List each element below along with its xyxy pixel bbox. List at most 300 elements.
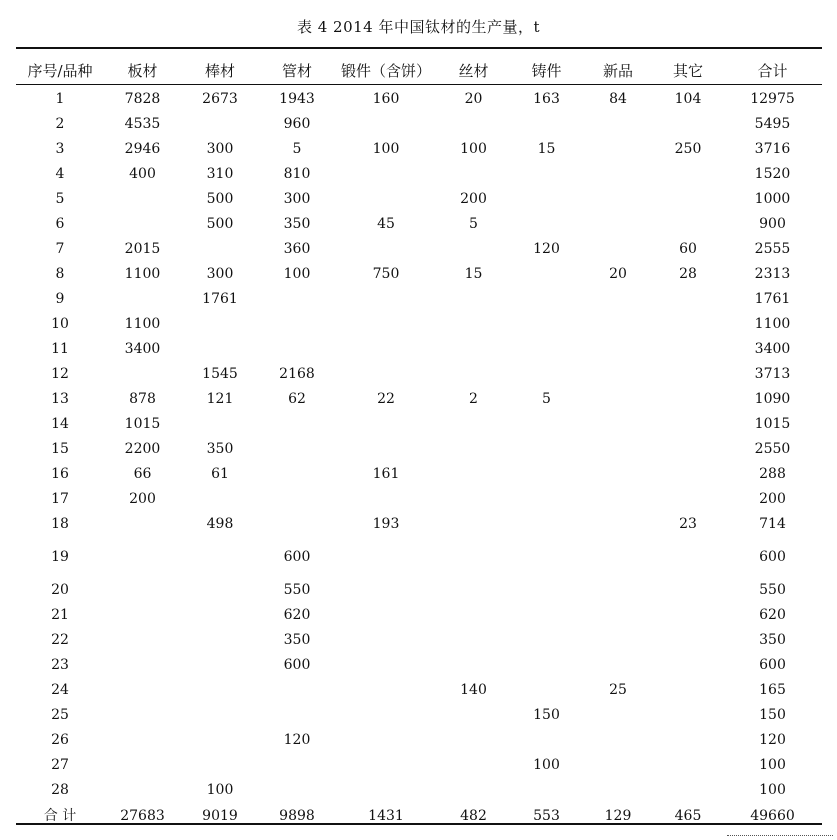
table-cell xyxy=(510,362,583,387)
column-header: 其它 xyxy=(672,62,703,80)
table-cell xyxy=(335,487,437,512)
table-cell xyxy=(653,412,723,437)
table-cell: 28 xyxy=(679,266,697,282)
table-cell xyxy=(437,287,510,312)
table-cell: 1520 xyxy=(754,166,791,182)
table-cell xyxy=(335,112,437,137)
table-cell xyxy=(181,703,259,728)
table-cell xyxy=(335,603,437,628)
row-label-cell: 23 xyxy=(51,657,69,673)
table-cell xyxy=(437,312,510,337)
table-cell xyxy=(583,603,653,628)
table-cell: 100 xyxy=(759,757,786,773)
table-cell xyxy=(437,237,510,262)
table-cell xyxy=(510,112,583,137)
table-cell: 1943 xyxy=(279,91,315,107)
table-caption: 表 4 2014 年中国钛材的生产量，t xyxy=(296,18,541,36)
table-cell: 12975 xyxy=(750,91,795,107)
table-cell xyxy=(259,778,335,803)
table-cell: 100 xyxy=(759,782,786,798)
table-cell xyxy=(437,412,510,437)
table-cell xyxy=(653,487,723,512)
table-cell xyxy=(583,112,653,137)
table-cell xyxy=(335,778,437,803)
table-cell: 2015 xyxy=(124,241,161,257)
table-cell: 100 xyxy=(283,266,311,282)
table-cell xyxy=(653,112,723,137)
column-header: 板材 xyxy=(127,62,158,80)
table-cell xyxy=(181,237,259,262)
table-cell: 2555 xyxy=(754,241,791,257)
table-cell xyxy=(583,537,653,578)
table-cell xyxy=(104,362,181,387)
table-cell xyxy=(104,753,181,778)
table-cell xyxy=(653,362,723,387)
table-cell xyxy=(437,703,510,728)
table-row xyxy=(16,728,822,753)
row-label-cell: 8 xyxy=(55,266,65,282)
table-cell xyxy=(653,603,723,628)
table-cell xyxy=(259,678,335,703)
table-cell: 5 xyxy=(292,141,302,157)
table-row xyxy=(16,287,822,312)
table-row xyxy=(16,703,822,728)
table-cell xyxy=(437,437,510,462)
row-label-cell: 25 xyxy=(51,707,69,723)
table-cell: 160 xyxy=(372,91,400,107)
table-cell: 1015 xyxy=(124,416,161,432)
table-cell xyxy=(510,287,583,312)
table-cell xyxy=(104,187,181,212)
row-label-cell: 27 xyxy=(51,757,69,773)
table-cell xyxy=(437,487,510,512)
table-cell xyxy=(181,537,259,578)
table-cell: 465 xyxy=(674,808,702,824)
table-row xyxy=(16,628,822,653)
row-label-cell: 24 xyxy=(51,682,69,698)
table-cell: 2200 xyxy=(124,441,161,457)
table-row xyxy=(16,537,822,578)
table-row xyxy=(16,487,822,512)
table-cell xyxy=(653,678,723,703)
table-cell xyxy=(510,212,583,237)
table-cell xyxy=(583,512,653,537)
table-row xyxy=(16,578,822,603)
table-cell: 400 xyxy=(129,166,156,182)
table-cell: 66 xyxy=(133,466,152,482)
table-cell xyxy=(104,703,181,728)
table-cell: 23 xyxy=(679,516,697,532)
row-label-cell: 10 xyxy=(51,316,69,332)
table-cell xyxy=(335,728,437,753)
row-label-cell: 19 xyxy=(51,549,69,565)
table-cell xyxy=(259,487,335,512)
table-cell: 84 xyxy=(609,91,627,107)
table-cell xyxy=(510,412,583,437)
table-cell xyxy=(583,462,653,487)
titanium-production-table xyxy=(16,0,822,829)
table-cell: 200 xyxy=(759,491,786,507)
table-cell: 1100 xyxy=(124,266,161,282)
table-cell: 960 xyxy=(283,116,311,132)
table-cell xyxy=(583,362,653,387)
table-cell: 5 xyxy=(469,216,478,232)
table-cell xyxy=(104,728,181,753)
table-cell xyxy=(583,137,653,162)
table-cell xyxy=(259,312,335,337)
table-cell xyxy=(583,237,653,262)
table-cell xyxy=(104,212,181,237)
table-cell: 165 xyxy=(759,682,786,698)
table-cell xyxy=(510,653,583,678)
table-cell: 350 xyxy=(283,632,311,648)
table-cell: 60 xyxy=(679,241,697,257)
row-label-cell: 18 xyxy=(51,516,69,532)
table-cell xyxy=(510,337,583,362)
table-cell xyxy=(653,287,723,312)
column-header: 序号/品种 xyxy=(27,62,93,80)
table-cell xyxy=(259,437,335,462)
table-row xyxy=(16,162,822,187)
table-cell xyxy=(653,578,723,603)
table-cell xyxy=(653,337,723,362)
table-cell xyxy=(437,603,510,628)
table-cell xyxy=(510,678,583,703)
table-cell: 200 xyxy=(129,491,156,507)
caption-spacer xyxy=(16,0,822,55)
table-cell xyxy=(653,312,723,337)
table-body xyxy=(16,87,822,829)
table-cell xyxy=(583,578,653,603)
row-label-cell: 5 xyxy=(55,191,65,207)
table-row xyxy=(16,337,822,362)
table-cell xyxy=(335,412,437,437)
table-cell xyxy=(335,337,437,362)
table-cell: 104 xyxy=(674,91,702,107)
table-cell: 4535 xyxy=(124,116,161,132)
table-cell xyxy=(583,212,653,237)
table-cell: 20 xyxy=(609,266,627,282)
row-label-cell: 6 xyxy=(55,216,65,232)
table-cell: 1761 xyxy=(754,291,791,307)
row-label-cell: 2 xyxy=(55,116,65,132)
table-cell xyxy=(181,412,259,437)
table-cell xyxy=(653,462,723,487)
table-cell: 150 xyxy=(759,707,786,723)
table-cell xyxy=(583,778,653,803)
table-row xyxy=(16,112,822,137)
table-cell: 600 xyxy=(759,549,786,565)
table-cell: 27683 xyxy=(120,808,165,824)
table-cell: 550 xyxy=(283,582,311,598)
table-cell: 45 xyxy=(377,216,395,232)
table-cell: 553 xyxy=(533,808,560,824)
table-cell: 22 xyxy=(377,391,395,407)
table-row xyxy=(16,312,822,337)
row-label-cell: 12 xyxy=(51,366,69,382)
table-cell: 61 xyxy=(211,466,229,482)
table-cell: 600 xyxy=(283,657,311,673)
table-cell xyxy=(583,287,653,312)
table-cell xyxy=(181,487,259,512)
table-cell: 350 xyxy=(206,441,234,457)
table-cell xyxy=(583,312,653,337)
table-cell xyxy=(510,728,583,753)
table-cell: 49660 xyxy=(750,808,795,824)
table-cell xyxy=(437,337,510,362)
row-label-cell: 13 xyxy=(51,391,69,407)
table-row xyxy=(16,387,822,412)
table-cell: 482 xyxy=(460,808,487,824)
table-cell: 100 xyxy=(533,757,560,773)
table-cell: 3713 xyxy=(754,366,791,382)
table-cell xyxy=(181,628,259,653)
table-cell xyxy=(437,462,510,487)
watermark-strip xyxy=(715,830,835,840)
table-cell xyxy=(653,212,723,237)
table-cell: 200 xyxy=(460,191,487,207)
row-label-cell: 16 xyxy=(51,466,69,482)
table-cell xyxy=(653,653,723,678)
table-row xyxy=(16,87,822,112)
table-cell: 2673 xyxy=(202,91,238,107)
table-cell xyxy=(583,412,653,437)
table-cell xyxy=(437,778,510,803)
table-cell xyxy=(335,678,437,703)
table-cell xyxy=(335,628,437,653)
row-label-cell: 20 xyxy=(51,582,69,598)
table-cell: 550 xyxy=(759,582,786,598)
table-cell: 15 xyxy=(537,141,556,157)
row-label-cell: 1 xyxy=(55,91,65,107)
table-cell xyxy=(104,653,181,678)
table-cell xyxy=(583,487,653,512)
table-cell xyxy=(335,362,437,387)
table-cell xyxy=(510,437,583,462)
table-cell xyxy=(259,462,335,487)
table-cell: 250 xyxy=(674,141,702,157)
table-cell: 150 xyxy=(533,707,560,723)
table-cell xyxy=(437,578,510,603)
table-cell xyxy=(259,703,335,728)
table-cell: 500 xyxy=(206,216,234,232)
table-row xyxy=(16,462,822,487)
table-cell xyxy=(437,537,510,578)
table-cell: 20 xyxy=(464,91,483,107)
table-cell: 161 xyxy=(372,466,400,482)
table-cell: 600 xyxy=(759,657,786,673)
table-cell xyxy=(181,337,259,362)
table-cell: 2550 xyxy=(754,441,791,457)
table-cell: 750 xyxy=(372,266,400,282)
row-label-cell: 3 xyxy=(55,141,65,157)
row-label-cell: 11 xyxy=(51,341,69,357)
table-cell xyxy=(335,753,437,778)
row-label-cell: 28 xyxy=(51,782,69,798)
table-cell: 1545 xyxy=(202,366,238,382)
table-cell xyxy=(653,753,723,778)
table-cell: 120 xyxy=(283,732,311,748)
table-cell xyxy=(259,512,335,537)
table-cell xyxy=(510,487,583,512)
table-cell: 121 xyxy=(206,391,234,407)
table-cell: 310 xyxy=(206,166,234,182)
table-cell xyxy=(437,753,510,778)
table-cell xyxy=(653,162,723,187)
table-cell xyxy=(335,162,437,187)
table-cell xyxy=(583,753,653,778)
table-cell xyxy=(335,703,437,728)
column-header: 锻件（含饼） xyxy=(340,62,431,80)
table-cell xyxy=(181,653,259,678)
table-cell xyxy=(510,628,583,653)
table-cell xyxy=(259,753,335,778)
table-cell xyxy=(583,387,653,412)
table-cell: 2 xyxy=(469,391,478,407)
table-cell: 7828 xyxy=(124,91,161,107)
row-label-cell: 15 xyxy=(51,441,69,457)
table-cell xyxy=(437,112,510,137)
table-cell xyxy=(104,603,181,628)
table-cell xyxy=(181,112,259,137)
table-cell: 129 xyxy=(604,808,632,824)
table-cell xyxy=(335,578,437,603)
table-cell: 100 xyxy=(372,141,400,157)
table-cell: 100 xyxy=(460,141,487,157)
row-label-cell: 22 xyxy=(51,632,69,648)
table-cell: 878 xyxy=(129,391,156,407)
table-cell xyxy=(583,703,653,728)
row-label-cell: 7 xyxy=(55,241,65,257)
table-cell: 2313 xyxy=(754,266,791,282)
table-cell: 3716 xyxy=(754,141,791,157)
table-cell: 1431 xyxy=(368,808,404,824)
row-label-cell: 14 xyxy=(51,416,69,432)
table-row xyxy=(16,412,822,437)
table-cell xyxy=(583,728,653,753)
table-cell: 620 xyxy=(283,607,311,623)
table-cell xyxy=(335,237,437,262)
table-cell xyxy=(259,337,335,362)
table-cell xyxy=(510,512,583,537)
table-cell xyxy=(335,312,437,337)
table-cell xyxy=(653,187,723,212)
table-cell: 350 xyxy=(759,632,786,648)
total-row xyxy=(16,803,822,829)
table-row xyxy=(16,778,822,803)
column-header: 丝材 xyxy=(458,62,489,80)
table-cell xyxy=(510,462,583,487)
table-cell: 1015 xyxy=(754,416,791,432)
table-cell xyxy=(437,728,510,753)
table-cell: 1100 xyxy=(124,316,161,332)
table-cell: 2946 xyxy=(124,141,161,157)
table-cell xyxy=(583,337,653,362)
table-cell: 300 xyxy=(206,141,234,157)
table-row xyxy=(16,512,822,537)
table-cell: 620 xyxy=(759,607,786,623)
table-cell xyxy=(104,512,181,537)
table-cell: 62 xyxy=(288,391,306,407)
table-cell xyxy=(104,537,181,578)
table-cell: 9898 xyxy=(279,808,315,824)
table-cell xyxy=(104,287,181,312)
table-cell xyxy=(653,387,723,412)
table-cell xyxy=(653,537,723,578)
table-cell: 360 xyxy=(283,241,311,257)
table-cell xyxy=(653,437,723,462)
table-cell: 900 xyxy=(759,216,786,232)
table-cell xyxy=(583,162,653,187)
column-header: 新品 xyxy=(602,62,633,80)
table-row xyxy=(16,678,822,703)
table-cell xyxy=(259,287,335,312)
table-cell xyxy=(104,578,181,603)
table-row xyxy=(16,212,822,237)
table-cell: 1090 xyxy=(754,391,791,407)
table-cell xyxy=(181,603,259,628)
column-header: 铸件 xyxy=(531,62,562,80)
table-cell xyxy=(104,678,181,703)
table-cell: 25 xyxy=(609,682,627,698)
row-label-cell: 4 xyxy=(55,166,65,182)
column-header: 合计 xyxy=(757,62,788,80)
column-header: 管材 xyxy=(281,62,312,80)
row-label-cell: 合 计 xyxy=(43,808,77,824)
table-cell xyxy=(510,312,583,337)
table-cell: 300 xyxy=(206,266,234,282)
table-cell xyxy=(335,537,437,578)
table-cell: 163 xyxy=(533,91,560,107)
row-label-cell: 9 xyxy=(55,291,65,307)
table-cell xyxy=(104,778,181,803)
row-label-cell: 26 xyxy=(51,732,69,748)
table-cell xyxy=(510,603,583,628)
table-cell: 120 xyxy=(759,732,786,748)
table-cell xyxy=(583,653,653,678)
column-header: 棒材 xyxy=(204,62,235,80)
table-cell: 140 xyxy=(460,682,487,698)
table-cell: 350 xyxy=(283,216,311,232)
table-cell: 193 xyxy=(372,516,400,532)
table-cell xyxy=(583,437,653,462)
table-cell xyxy=(510,162,583,187)
table-row xyxy=(16,437,822,462)
table-cell: 2168 xyxy=(279,366,315,382)
table-cell: 498 xyxy=(206,516,234,532)
row-label-cell: 17 xyxy=(51,491,69,507)
table-cell: 500 xyxy=(206,191,234,207)
table-cell: 714 xyxy=(759,516,786,532)
table-cell xyxy=(181,578,259,603)
table-row xyxy=(16,137,822,162)
header-row xyxy=(16,55,822,87)
table-cell xyxy=(104,628,181,653)
table-cell xyxy=(510,262,583,287)
table-cell xyxy=(653,628,723,653)
table-cell: 1761 xyxy=(202,291,238,307)
table-cell xyxy=(335,653,437,678)
table-row xyxy=(16,187,822,212)
table-cell xyxy=(181,312,259,337)
row-label-cell: 21 xyxy=(51,607,69,623)
table-cell xyxy=(510,578,583,603)
table-cell: 288 xyxy=(759,466,786,482)
table-cell xyxy=(653,778,723,803)
table-cell xyxy=(653,703,723,728)
table-cell xyxy=(653,728,723,753)
table-row xyxy=(16,653,822,678)
